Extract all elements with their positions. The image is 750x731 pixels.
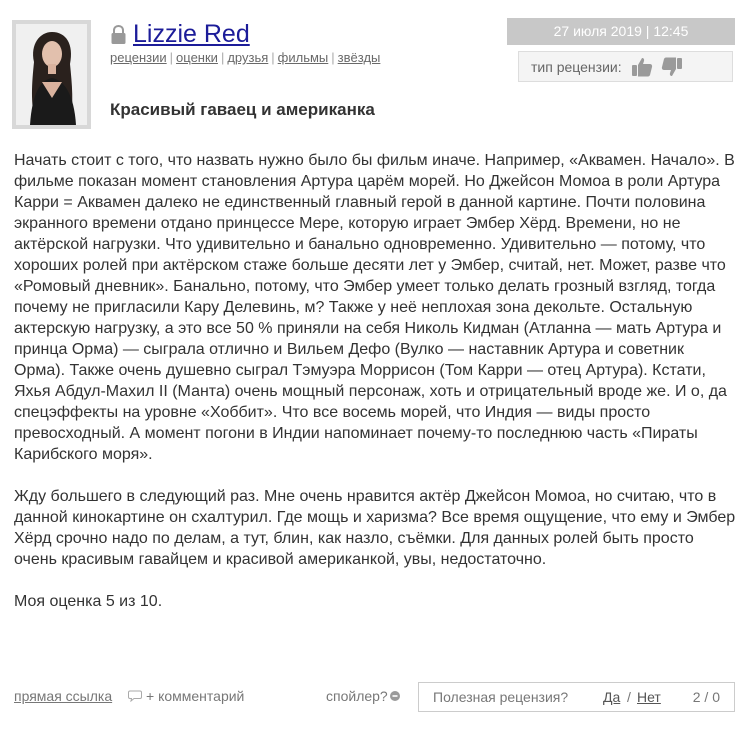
user-link-friends[interactable]: друзья	[227, 50, 269, 65]
review-paragraph: Начать стоит с того, что назвать нужно было бы фильм иначе. Например, «Аквамен. Начало». В фильме показан момент становления Артура царём морей. Но Джейсон Момоа в роли Артура Карри = Аквамен далеко не единственный главный герой в данной картине. Почти половина экранного времени отдано принцессе Мере, которую играет Эмбер Хёрд. Времени, но не актёрской нагрузки. Что удивительно и банально одновременно. Удивительно — потому, что хороших ролей при актёрском стаже больше десяти лет у Эмбер, считай, нет. Может, разве что «Ромовый дневник». Банально, потому, что Эмбер умеет только делать грозный взгляд, тогда почему не пригласили Кару Делевинь, м? Также у неё неплохая зона декольте. Остальную актерскую нагрузку, а это все 50 % приняли на себя Николь Кидман (Атланна — мать Артура и принца Орма) — сыграла отлично и Вильем Дефо (Вулко — наставник Артура и советник Орма). Также очень душевно сыграл Тэмуэра Моррисон (Том Карри — отец Артура). Кстати, Яхья Абдул-Махил II (Манта) очень мощный персонаж, хоть и отрицательный вроде же. И о, да спецэффекты на уровне «Хоббит». Что все восемь морей, что Индия — виды просто превосходный. А момент погони в Индии напоминает почему-то последнюю часть «Пираты Карибского моря».	[14, 152, 735, 463]
vote-separator: /	[627, 689, 631, 705]
review-type-label: тип рецензии:	[531, 58, 622, 75]
review-body	[14, 150, 739, 633]
useful-review-box	[418, 682, 735, 712]
spoiler-label: спойлер?	[326, 688, 388, 704]
user-nav	[110, 50, 380, 65]
lock-icon	[110, 25, 127, 45]
review-footer	[0, 680, 750, 716]
spoiler-toggle[interactable]	[326, 688, 400, 704]
review-paragraph: Моя оценка 5 из 10.	[14, 593, 163, 610]
review-paragraph: Жду большего в следующий раз. Мне очень нравится актёр Джейсон Момоа, но считаю, что в данной кинокартине он схалтурил. Где мощь и харизма? Все время ощущение, что ему и Эмбер Хёрд срочно надо по делам, а тут, блин, как назло, съёмки. Для данных ролей быть просто очень красивым гавайцем и красивой американкой, увы, недостаточно.	[14, 488, 736, 568]
avatar-frame	[12, 20, 91, 129]
spoiler-dot-icon	[390, 691, 400, 701]
comment-bubble-icon	[128, 690, 142, 702]
add-comment-label: + комментарий	[146, 688, 245, 704]
review-title: Красивый гаваец и американка	[110, 100, 375, 119]
user-link-stars[interactable]: звёзды	[337, 50, 381, 65]
user-link-reviews[interactable]: рецензии	[110, 50, 167, 65]
direct-link[interactable]: прямая ссылка	[14, 688, 113, 704]
vote-yes-link[interactable]: Да	[603, 689, 621, 705]
thumb-down-icon	[660, 55, 684, 79]
thumb-up-icon	[630, 55, 654, 79]
vote-no-link[interactable]: Нет	[637, 689, 661, 705]
review-date: 27 июля 2019 | 12:45	[507, 18, 735, 45]
user-link-films[interactable]: фильмы	[277, 50, 329, 65]
user-header	[110, 20, 250, 49]
user-link-ratings[interactable]: оценки	[176, 50, 218, 65]
avatar[interactable]	[16, 24, 87, 125]
add-comment-link[interactable]	[128, 688, 244, 704]
useful-review-label: Полезная рецензия?	[433, 689, 569, 705]
divider: |	[331, 50, 335, 65]
divider: |	[220, 50, 225, 65]
username-link[interactable]: Lizzie Red	[133, 20, 250, 48]
divider: |	[271, 50, 275, 65]
vote-score: 2 / 0	[692, 689, 720, 705]
review-type-box	[518, 51, 733, 82]
divider: |	[169, 50, 174, 65]
